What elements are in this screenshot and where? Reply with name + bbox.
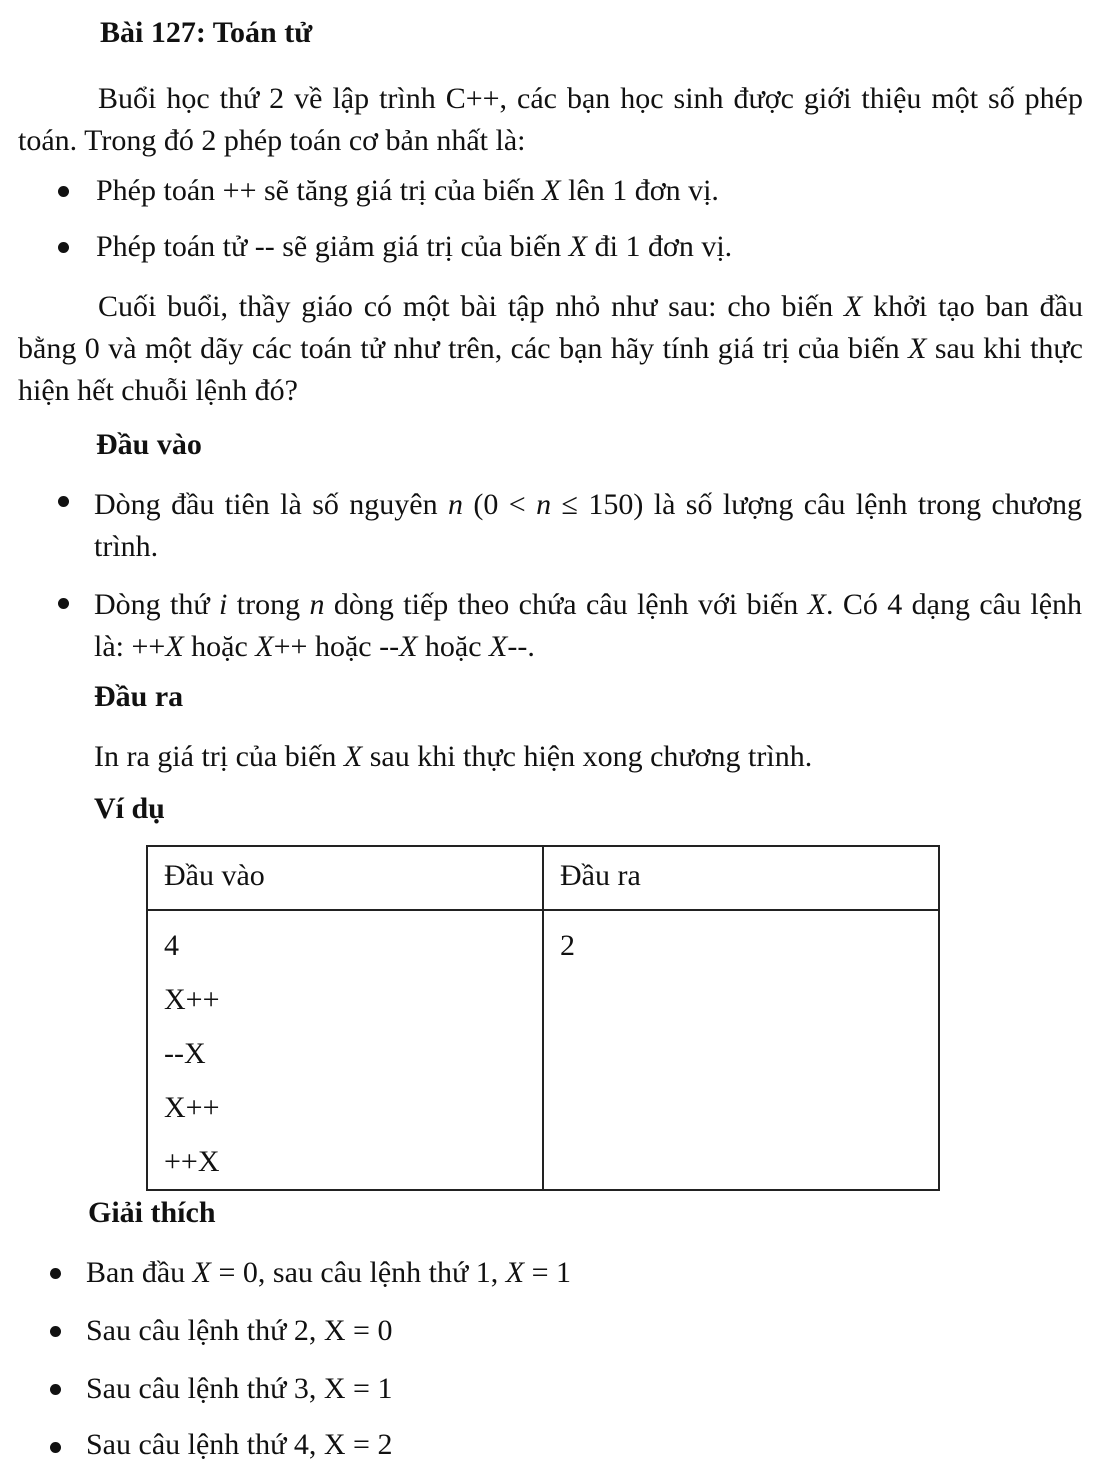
intro-bullet-1 bbox=[96, 170, 1096, 212]
var-x: X bbox=[165, 630, 184, 663]
var-x: X bbox=[192, 1256, 211, 1289]
var-n: n bbox=[448, 488, 463, 521]
output-text-a: In ra giá trị của biến bbox=[94, 740, 344, 773]
input-heading: Đầu vào bbox=[96, 428, 202, 461]
table-row bbox=[147, 910, 939, 1190]
example-table bbox=[146, 845, 940, 1191]
column-header-input: Đầu vào bbox=[147, 846, 543, 910]
var-x: X bbox=[255, 630, 274, 663]
input-b2-text: Dòng thứ bbox=[94, 588, 220, 621]
task-paragraph bbox=[18, 286, 1083, 412]
intro-bullet-1-text-end: lên 1 đơn vị. bbox=[560, 174, 719, 207]
var-x: X bbox=[542, 174, 561, 207]
example-input-cell bbox=[147, 910, 543, 1190]
explanation-bullet-4: Sau câu lệnh thứ 4, X = 2 bbox=[86, 1428, 393, 1461]
bullet-dot bbox=[50, 1268, 61, 1279]
output-line: 2 bbox=[560, 929, 575, 962]
input-line: X++ bbox=[164, 1091, 220, 1124]
example-heading: Ví dụ bbox=[94, 792, 165, 825]
output-text bbox=[94, 736, 812, 778]
var-x: X bbox=[489, 630, 508, 663]
intro-bullet-2 bbox=[96, 226, 1096, 268]
var-x: X bbox=[807, 588, 826, 621]
bullet-dot bbox=[58, 598, 69, 609]
var-x: X bbox=[399, 630, 418, 663]
input-b1-text-b: (0 < bbox=[463, 488, 537, 521]
input-line: 4 bbox=[164, 929, 179, 962]
bullet-dot bbox=[50, 1384, 61, 1395]
input-b1-text-a: Dòng đầu tiên là số nguyên bbox=[94, 488, 448, 521]
example-output-cell bbox=[543, 910, 939, 1190]
explanation-heading: Giải thích bbox=[88, 1196, 216, 1229]
input-line: ++X bbox=[164, 1145, 220, 1178]
bullet-dot bbox=[50, 1442, 61, 1453]
input-b2-text: hoặc bbox=[183, 630, 256, 663]
intro-paragraph: Buổi học thứ 2 về lập trình C++, các bạn học sinh được giới thiệu một số phép toán. Trong đó 2 phép toán cơ bản nhất là: bbox=[18, 82, 1083, 157]
var-x: X bbox=[343, 740, 363, 773]
input-bullet-1 bbox=[94, 484, 1082, 568]
input-b2-text: . Có 4 dạng câu lệnh là: ++ bbox=[94, 588, 1083, 663]
input-bullet-2 bbox=[94, 584, 1082, 668]
column-header-output: Đầu ra bbox=[543, 846, 939, 910]
input-b2-text: --. bbox=[507, 630, 535, 663]
var-i: i bbox=[219, 588, 228, 621]
bullet-dot bbox=[58, 186, 69, 197]
bullet-dot bbox=[58, 242, 69, 253]
input-line: X++ bbox=[164, 983, 220, 1016]
var-n: n bbox=[309, 588, 325, 621]
input-b2-text: ++ hoặc -- bbox=[273, 630, 400, 663]
var-x: X bbox=[505, 1256, 525, 1289]
task-text-b: khởi tạo ban đầu bằng 0 và một dãy các toán tử như trên, các bạn hãy tính giá trị của biến bbox=[18, 290, 1083, 365]
var-x: X bbox=[568, 230, 588, 263]
intro-bullet-2-text-end: đi 1 đơn vị. bbox=[587, 230, 733, 263]
input-b1-text-c: ≤ 150) là số lượng câu lệnh trong chương trình. bbox=[94, 488, 1082, 563]
bullet-dot bbox=[58, 496, 69, 507]
table-header-row bbox=[147, 846, 939, 910]
explanation-b1-text: = 1 bbox=[524, 1256, 572, 1289]
intro-bullet-1-text: Phép toán ++ sẽ tăng giá trị của biến bbox=[96, 174, 543, 207]
intro-bullet-2-text: Phép toán tử -- sẽ giảm giá trị của biến bbox=[96, 230, 569, 263]
explanation-b1-text: = 0, sau câu lệnh thứ 1, bbox=[210, 1256, 506, 1289]
var-x: X bbox=[843, 290, 863, 323]
explanation-bullet-1 bbox=[86, 1252, 1086, 1294]
var-n: n bbox=[536, 488, 552, 521]
input-line: --X bbox=[164, 1037, 206, 1070]
output-text-b: sau khi thực hiện xong chương trình. bbox=[362, 740, 813, 773]
var-x: X bbox=[908, 332, 927, 365]
bullet-dot bbox=[50, 1326, 61, 1337]
problem-title: Bài 127: Toán tử bbox=[100, 16, 313, 49]
explanation-b1-text: Ban đầu bbox=[86, 1256, 193, 1289]
explanation-bullet-3: Sau câu lệnh thứ 3, X = 1 bbox=[86, 1372, 393, 1405]
input-b2-text: hoặc bbox=[417, 630, 490, 663]
input-b2-text: dòng tiếp theo chứa câu lệnh với biến bbox=[324, 588, 808, 621]
task-text-a: Cuối buổi, thầy giáo có một bài tập nhỏ như sau: cho biến bbox=[98, 290, 844, 323]
explanation-bullet-2: Sau câu lệnh thứ 2, X = 0 bbox=[86, 1314, 393, 1347]
output-heading: Đầu ra bbox=[94, 680, 184, 713]
task-text-c: sau khi thực hiện hết chuỗi lệnh đó? bbox=[18, 332, 1083, 407]
input-b2-text: trong bbox=[227, 588, 310, 621]
